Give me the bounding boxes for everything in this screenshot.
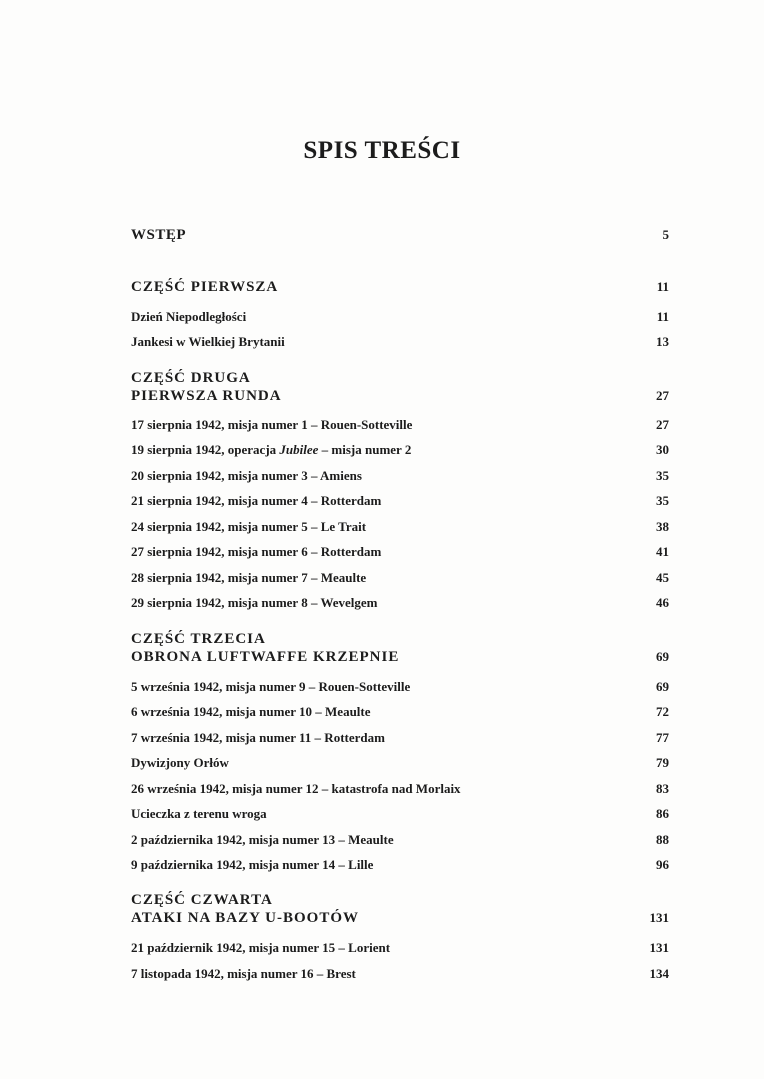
toc-entry [131,594,669,612]
toc-entry-page: 5 [662,227,669,242]
toc-entry-page: 41 [656,544,669,559]
toc-entry-label-before: 19 sierpnia 1942, operacja [131,442,280,457]
toc-part-two [131,369,669,405]
toc-entry [131,441,669,459]
toc-part-subtitle: OBRONA LUFTWAFFE KRZEPNIE [131,649,400,665]
page-title: SPIS TREŚCI [303,137,461,164]
toc-entry [131,703,669,721]
toc-entry-page: 83 [656,781,669,796]
toc-entry-page: 38 [656,519,669,534]
toc-entry-page: 96 [656,857,669,872]
toc-entry-label: 20 sierpnia 1942, misja numer 3 – Amiens [131,468,362,483]
toc-entry-label: 21 październik 1942, misja numer 15 – Lorient [131,940,391,955]
toc-entry [131,729,669,747]
toc-entry-label: 9 października 1942, misja numer 14 – Lille [131,857,374,872]
toc-entry-label: Jankesi w Wielkiej Brytanii [131,334,285,349]
toc-entry-page: 35 [656,493,669,508]
toc-entry-label: 2 października 1942, misja numer 13 – Meaulte [131,832,394,847]
toc-entry-label: 29 sierpnia 1942, misja numer 8 – Wevelgem [131,595,378,610]
toc-entry-intro [131,226,669,244]
toc-entry-label-italic: Jubilee [279,442,319,457]
toc-entry-page: 11 [656,309,669,324]
toc-entry-page: 69 [656,649,669,664]
toc-entry [131,856,669,874]
toc-entry [131,569,669,587]
toc-entry-page: 79 [656,755,669,770]
toc-entry [131,831,669,849]
toc-entry-label [131,441,669,459]
toc-entry-page: 30 [656,442,669,457]
toc-entry-page: 45 [656,570,669,585]
toc-part-label: CZĘŚĆ PIERWSZA [131,279,279,295]
toc-entry [131,416,669,434]
toc-entry [131,805,669,823]
toc-entry-page: 72 [656,704,669,719]
toc-entry-page: 131 [649,940,669,955]
toc-entry-page: 69 [656,679,669,694]
toc-entry [131,543,669,561]
toc-entry-label-after: – misja numer 2 [318,442,412,457]
toc-entry-label: 17 sierpnia 1942, misja numer 1 – Rouen-Sotteville [131,417,413,432]
toc-entry-label: 6 września 1942, misja numer 10 – Meaulte [131,704,371,719]
toc-part-label: CZĘŚĆ TRZECIA [131,631,266,647]
toc-entry [131,333,669,351]
toc-part-subtitle: PIERWSZA RUNDA [131,388,282,404]
toc-part-label: CZĘŚĆ CZWARTA [131,892,273,908]
toc-part-three [131,630,669,666]
toc-part-label: CZĘŚĆ DRUGA [131,370,251,386]
toc-entry-page: 86 [656,806,669,821]
toc-entry-label: 21 sierpnia 1942, misja numer 4 – Rotterdam [131,493,382,508]
toc-entry [131,492,669,510]
toc-entry-page: 13 [656,334,669,349]
toc-entry [131,467,669,485]
toc-entry-label: 24 sierpnia 1942, misja numer 5 – Le Trait [131,519,367,534]
toc-entry-page: 46 [656,595,669,610]
toc-entry-page: 131 [649,910,669,925]
toc-entry-page: 77 [656,730,669,745]
toc-entry-label: 7 listopada 1942, misja numer 16 – Brest [131,966,356,981]
toc-entry [131,754,669,772]
toc-entry-label: Dywizjony Orłów [131,755,229,770]
toc-part-one [131,278,669,296]
toc-entry [131,518,669,536]
toc-entry-label: WSTĘP [131,227,187,243]
toc-entry-label: 26 września 1942, misja numer 12 – katastrofa nad Morlaix [131,781,461,796]
toc-entry [131,965,669,983]
toc-entry-label: 27 sierpnia 1942, misja numer 6 – Rotterdam [131,544,382,559]
toc-entry-label: 5 września 1942, misja numer 9 – Rouen-Sotteville [131,679,411,694]
toc-entry [131,308,669,326]
toc-entry-page: 27 [656,417,669,432]
toc-part-subtitle: ATAKI NA BAZY U-BOOTÓW [131,910,359,926]
toc-entry-page: 11 [656,279,669,294]
toc-entry-page: 35 [656,468,669,483]
toc-entry [131,939,669,957]
toc-entry-label: Dzień Niepodległości [131,309,247,324]
toc-entry-page: 27 [656,388,669,403]
toc-part-four [131,891,669,927]
toc-entry [131,678,669,696]
toc-entry-label: Ucieczka z terenu wroga [131,806,267,821]
toc-entry-label: 7 września 1942, misja numer 11 – Rotterdam [131,730,385,745]
toc-entry-page: 134 [649,966,669,981]
toc-entry-label: 28 sierpnia 1942, misja numer 7 – Meaulte [131,570,367,585]
toc-entry [131,780,669,798]
toc-entry-page: 88 [656,832,669,847]
